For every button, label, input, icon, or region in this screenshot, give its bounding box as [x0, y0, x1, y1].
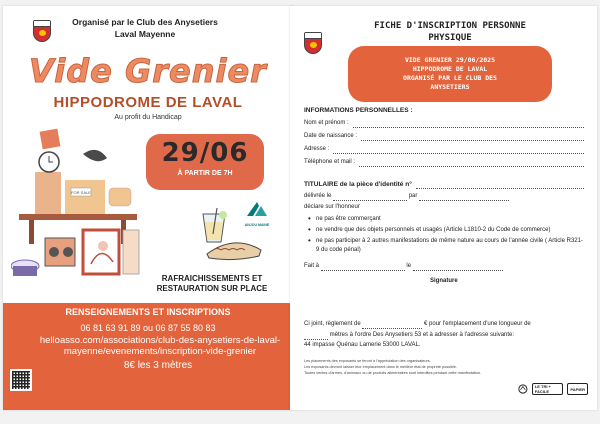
event-location: HIPPODROME DE LAVAL — [53, 94, 243, 111]
form-title-line-2: PHYSIQUE — [428, 33, 472, 43]
banner-line-4: ANYSETIERS — [430, 83, 470, 91]
sandwich-icon — [203, 236, 265, 262]
fine-print-line-2: Les exposants devront laisser leur emplacement dans le meilleur état de propreté possible. — [304, 365, 458, 369]
organizer-text — [45, 16, 245, 40]
flea-market-illustration — [11, 126, 141, 286]
birthdate-field[interactable]: Date de naissance : — [304, 132, 584, 141]
personal-info-title: INFORMATIONS PERSONNELLES : — [304, 107, 413, 114]
sponsor-label: ANJOU MAINE — [244, 223, 270, 227]
fine-print-line-3: Toutes ventes d'armes, d'animaux ou de produits alimentaires sont interdites pendant cette manifestation. — [304, 371, 482, 375]
event-date: 29/06 — [161, 138, 249, 168]
mailing-address: 44 impasse Quénau Lamerie 53000 LAVAL. — [304, 342, 421, 348]
sponsor-logo — [237, 200, 277, 227]
declare-text: déclare sur l'honneur — [304, 204, 360, 210]
registration-form-page — [290, 6, 597, 410]
event-start-time: À PARTIR DE 7H — [177, 170, 233, 177]
declaration-list — [304, 215, 584, 255]
credit-agricole-icon — [245, 200, 269, 218]
signature-section — [304, 262, 584, 286]
laval-crest-icon — [304, 32, 322, 54]
address-field[interactable]: Adresse : — [304, 145, 584, 154]
refreshments-line-2: RESTAURATION SUR PLACE — [156, 284, 268, 293]
list-item: • ne pas être commerçant — [316, 215, 584, 224]
organizer-line-2: Laval Mayenne — [114, 29, 176, 39]
fine-print — [304, 358, 584, 376]
delivery-field[interactable]: délivrée le par — [304, 192, 584, 201]
tri-facile-icon: LE TRI + FACILE — [532, 383, 564, 395]
payment-section — [304, 320, 584, 350]
recycling-icons — [518, 382, 588, 396]
registration-link[interactable]: helloasso.com/associations/club-des-anysetiers-de-laval-mayenne/evenements/inscription-vide-grenier — [39, 335, 281, 357]
list-item: • ne pas participer à 2 autres manifestations de même nature au cours de l'année civile ( Article R321-9 du code pénal) — [316, 237, 584, 255]
flyer-page — [3, 6, 293, 410]
personal-info-section — [304, 106, 584, 167]
form-title-line-1: FICHE D'INSCRIPTION PERSONNE — [374, 21, 526, 31]
event-banner — [348, 46, 552, 102]
id-number-field[interactable]: TITULAIRE de la pièce d'identité n° — [304, 180, 584, 189]
price-text: 8€ les 3 mètres — [123, 360, 193, 371]
event-title: Vide Grenier — [29, 52, 267, 90]
fine-print-line-1: Les placements des exposants se feront à l'appréciation des organisateurs. — [304, 359, 431, 363]
payment-length-field[interactable]: mètres à l'ordre Des Anysetiers 53 et à adresser à l'adresse suivante: — [304, 331, 584, 340]
banner-line-1: VIDE GRENIER 29/06/2025 — [404, 56, 495, 64]
contact-phones: 06 81 63 91 89 ou 06 87 55 80 83 — [80, 323, 216, 333]
form-title — [330, 20, 570, 44]
payment-amount-field[interactable]: Ci joint, règlement de € pour l'emplacement d'une longueur de — [304, 321, 531, 327]
name-field[interactable]: Nom et prénom : — [304, 119, 584, 128]
refreshments-line-1: RAFRAICHISSEMENTS ET — [161, 274, 263, 283]
declaration-section — [304, 176, 584, 255]
info-title: RENSEIGNEMENTS ET INSCRIPTIONS — [65, 307, 231, 317]
date-badge — [146, 134, 264, 190]
refreshments-note — [145, 274, 279, 294]
banner-line-3: ORGANISÉ PAR LE CLUB DES — [403, 74, 497, 82]
place-date-field[interactable]: Fait à le — [304, 262, 584, 271]
banner-line-2: HIPPODROME DE LAVAL — [412, 65, 488, 73]
qr-code-icon[interactable] — [10, 369, 32, 391]
phone-email-field[interactable]: Téléphone et mail : — [304, 158, 584, 167]
list-item: • ne vendre que des objets personnels et usagés (Article L1810-2 du Code de commerce) — [316, 226, 584, 235]
box-label: FOR SALE — [71, 190, 91, 195]
recycle-icon — [518, 383, 528, 395]
organizer-line-1: Organisé par le Club des Anysetiers — [72, 17, 218, 27]
event-cause: Au profit du Handicap — [114, 114, 182, 121]
info-panel — [3, 303, 293, 410]
paper-icon: PAPIER — [567, 383, 588, 395]
signature-label: Signature — [430, 278, 458, 284]
